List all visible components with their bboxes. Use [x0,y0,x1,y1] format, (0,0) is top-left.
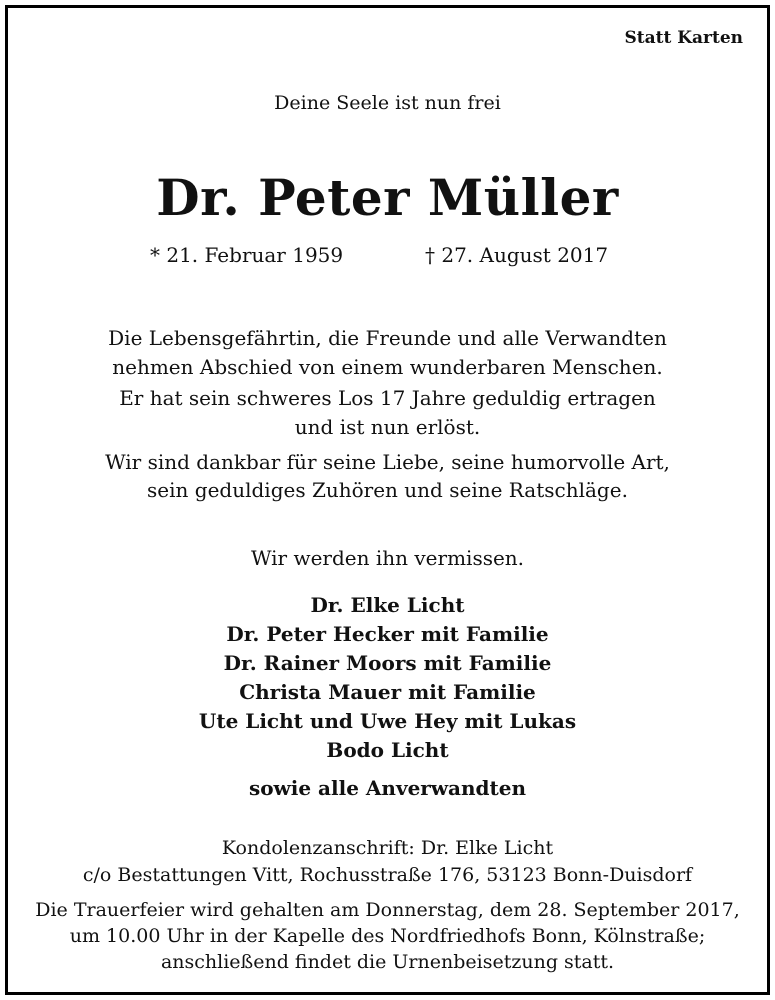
info-line: c/o Bestattungen Vitt, Rochusstraße 176, 53123 Bonn-Duisdorf [82,864,693,886]
message-line: Wir sind dankbar für seine Liebe, seine humorvolle Art, [105,450,670,474]
mourner-name: Ute Licht und Uwe Hey mit Lukas [198,709,577,733]
mourner-name: Dr. Peter Hecker mit Familie [226,622,549,646]
mourner-name: Dr. Rainer Moors mit Familie [223,651,552,675]
motto: Deine Seele ist nun frei [274,92,501,114]
info-line: anschließend findet die Urnenbeisetzung statt. [160,951,615,973]
message-line: und ist nun erlöst. [294,415,481,439]
info-line: um 10.00 Uhr in der Kapelle des Nordfriedhofs Bonn, Kölnstraße; [69,925,706,947]
statt-karten-label: Statt Karten [624,28,743,48]
mourner-name: Bodo Licht [326,738,449,762]
death-date: † 27. August 2017 [425,243,609,267]
info-line: Die Trauerfeier wird gehalten am Donnerstag, dem 28. September 2017, [35,899,740,921]
info-line: Kondolenzanschrift: Dr. Elke Licht [221,837,554,859]
closing-line: Wir werden ihn vermissen. [250,546,525,570]
message-line: sein geduldiges Zuhören und seine Ratschläge. [147,478,628,502]
message-line: Er hat sein schweres Los 17 Jahre geduldig ertragen [119,386,656,410]
message-line: Die Lebensgefährtin, die Freunde und alle Verwandten [108,326,667,350]
deceased-name: Dr. Peter Müller [156,168,619,227]
message-line: nehmen Abschied von einem wunderbaren Menschen. [112,355,663,379]
mourner-name: Christa Mauer mit Familie [239,680,536,704]
birth-date: * 21. Februar 1959 [150,243,344,267]
mourners-extra: sowie alle Anverwandten [248,776,527,800]
mourner-name: Dr. Elke Licht [310,593,465,617]
